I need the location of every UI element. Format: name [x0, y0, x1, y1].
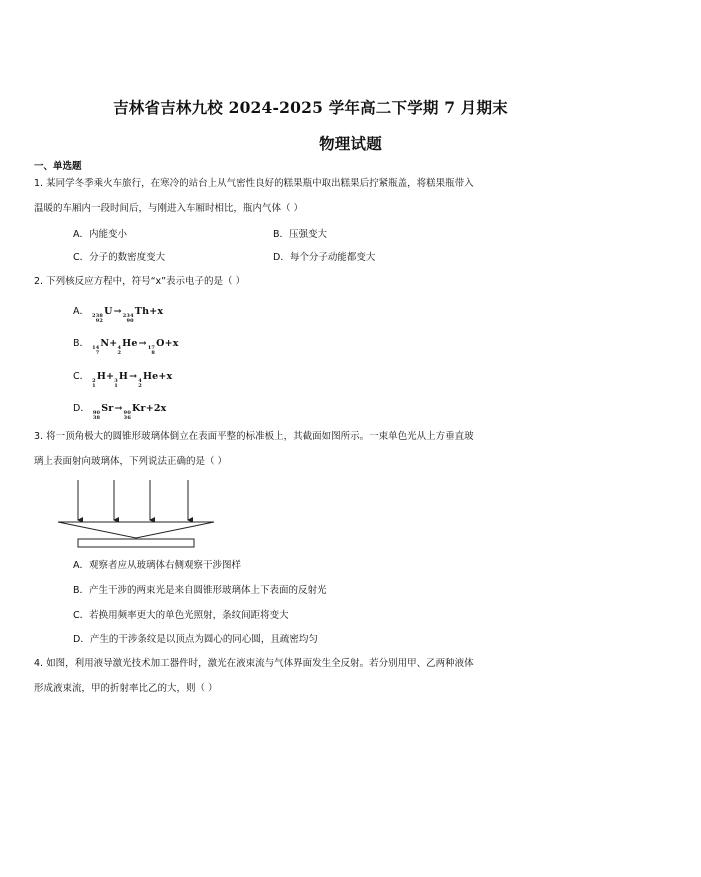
mass-number: 4 [138, 378, 142, 384]
symbol: H+ [96, 371, 115, 382]
question-1-line2: 温暖的车厢内一段时间后，与刚进入车厢时相比，瓶内气体（ ） [34, 203, 304, 214]
mass-number: 17 [147, 345, 156, 351]
question-1-line1: 1. 某同学冬季乘火车旅行，在寒冷的站台上从气密性良好的糕果瓶中取出糕果后拧紧瓶盖，将糕果瓶带入 [34, 178, 474, 189]
question-1-option-b: B．压强变大 [273, 229, 328, 240]
question-1-option-a: A．内能变小 [73, 229, 127, 240]
question-4-line2: 形成液束流，甲的折射率比乙的大，则（ ） [34, 683, 218, 694]
question-4-stem [34, 651, 674, 701]
symbol: H [118, 371, 129, 382]
question-3-option-d: D．产生的干涉条纹是以顶点为圆心的同心圆，且疏密均匀 [73, 634, 318, 645]
question-3-option-a: A．观察者应从玻璃体右侧观察干涉图样 [73, 560, 241, 571]
nuclear-equation [92, 306, 164, 324]
atomic-number: 1 [92, 383, 96, 389]
atomic-number: 92 [95, 318, 104, 324]
option-label: A． [73, 306, 89, 317]
equation-tail: +x [149, 306, 164, 317]
section-heading: 一、单选题 [34, 161, 82, 172]
mass-number: 234 [122, 313, 134, 319]
atomic-number: 1 [114, 383, 118, 389]
nuclear-equation [92, 403, 167, 421]
atomic-number: 2 [117, 350, 122, 356]
atomic-number: 7 [95, 350, 100, 356]
question-1-option-c: C．分子的数密度变大 [73, 252, 166, 263]
symbol: He [122, 338, 138, 349]
incident-light-arrows [78, 480, 188, 520]
equation-tail: +2x [145, 403, 167, 414]
inverted-cone-glass [58, 522, 214, 538]
symbol: N+ [100, 338, 118, 349]
question-2-stem: 2. 下列核反应方程中，符号“x”表示电子的是（ ） [34, 276, 246, 287]
option-label: C． [73, 371, 90, 382]
question-1-option-d: D．每个分子动能都变大 [273, 252, 376, 263]
arrow-icon: → [114, 403, 123, 414]
symbol: He+x [142, 371, 173, 382]
atomic-number: 90 [126, 318, 134, 324]
question-3-option-b: B．产生干涉的两束光是来自圆锥形玻璃体上下表面的反射光 [73, 585, 327, 596]
symbol: Sr [101, 403, 114, 414]
mass-number: 90 [123, 410, 132, 416]
symbol: Kr [132, 403, 146, 414]
arrow-icon: → [129, 371, 138, 382]
question-2-option-b [73, 337, 179, 356]
question-2-option-c [73, 370, 172, 389]
symbol: Th [134, 306, 150, 317]
mass-number: 90 [92, 410, 101, 416]
question-3-stem [34, 424, 674, 474]
question-4-line1: 4. 如图，利用液导激光技术加工器件时，激光在液束流与气体界面发生全反射。若分别用甲、乙两种液体 [34, 658, 474, 669]
option-label: D． [73, 403, 90, 414]
option-label: B． [73, 338, 90, 349]
nuclear-equation [92, 371, 173, 389]
cone-interference-figure [56, 478, 216, 552]
question-3-line2: 璃上表面射向玻璃体，下列说法正确的是（ ） [34, 456, 228, 467]
exam-title-line2: 物理试题 [319, 134, 382, 153]
question-2-option-a [73, 305, 163, 324]
exam-title-line1: 吉林省吉林九校 2024-2025 学年高二下学期 7 月期末 [113, 98, 508, 117]
question-2-option-d [73, 402, 167, 421]
mass-number: 3 [114, 378, 118, 384]
question-3-option-c: C．若换用频率更大的单色光照射，条纹间距将变大 [73, 610, 289, 621]
atomic-number: 2 [138, 383, 142, 389]
arrow-icon: → [138, 338, 147, 349]
mass-number: 2 [92, 378, 96, 384]
symbol: O+x [156, 338, 179, 349]
mass-number: 238 [92, 313, 104, 319]
standard-flat-plate [78, 539, 194, 547]
question-1-stem [34, 171, 674, 221]
atomic-number: 36 [123, 415, 132, 421]
atomic-number: 38 [92, 415, 101, 421]
nuclear-equation [92, 338, 179, 356]
arrow-icon: → [113, 306, 122, 317]
question-3-line1: 3. 将一顶角极大的圆锥形玻璃体倒立在表面平整的标准板上，其截面如图所示。一束单色光从上方垂直玻 [34, 431, 474, 442]
mass-number: 14 [92, 345, 100, 351]
atomic-number: 8 [151, 350, 156, 356]
mass-number: 4 [117, 345, 122, 351]
symbol: U [104, 306, 113, 317]
